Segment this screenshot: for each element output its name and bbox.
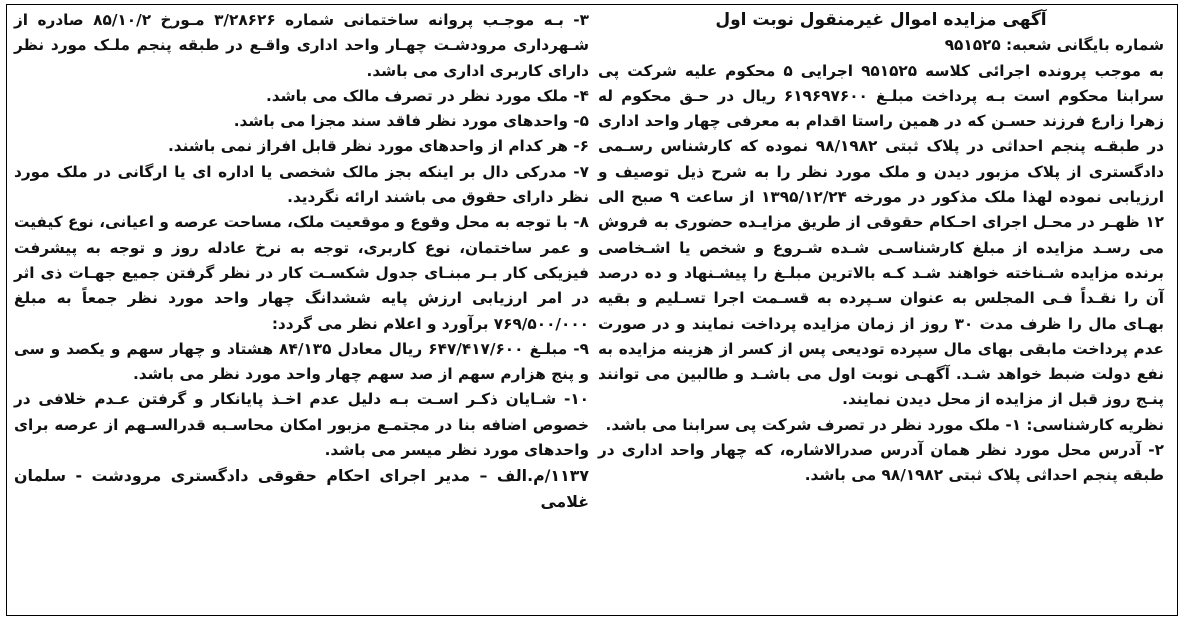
item-9: ۹- مبلـغ ۶۴۷/۴۱۷/۶۰۰ ریال معادل ۸۴/۱۳۵ هشتاد و چهار سهم و یکصد و سی و پنج هزارم سهم از صد سهم چهار واحد مورد نظر می باشد. <box>14 339 590 384</box>
item-10: ۱۰- شـایان ذکـر اسـت بـه دلیل عدم اخـذ پایانکار و گرفتن عـدم خلافی در خصوص اضافه بنا در مجتمـع مزبور امکان محاسـبه قدرالسـهم از عرصه برای واحدهای مورد نظر میسر می باشد. <box>14 390 589 460</box>
item-4: ۴- ملک مورد نظر در تصرف مالک می باشد. <box>265 86 589 105</box>
item-7: ۷- مدرکی دال بر اینکه بجز مالک شخصی یا اداره ای یا ارگانی در ملک مورد نظر دارای حقوق می باشند ارائه نگردید. <box>14 162 589 207</box>
item-8: ۸- با توجه به محل وقوع و موقعیت ملک، مساحت عرصه و اعیانی، نوع کیفیت و عمر ساختمان، نوع کاربری، توجه به نرخ عادله روز و توجه به پیشرفت فیزیکی کار بـر مبنـای جدول شکسـت کار در نظر گرفتن جمیع جهـات ذی اثر در امر ارزیابی ارزش پایه ششدانگ چهار واحد مورد نظر جمعاً به مبلغ ۷۶۹/۵۰۰/۰۰۰ برآورد و اعلام نظر می گردد: <box>14 213 589 333</box>
expert-opinion-2: ۲- آدرس محل مورد نظر همان آدرس صدرالاشاره، که چهار واحد اداری در طبقه پنجم احداثی پلاک ثبتی ۹۸/۱۹۸۲ می باشد. <box>598 441 1164 485</box>
signature-line: ۱۱۳۷/م.الف – مدیر اجرای احکام حقوقی دادگستری مرودشت - سلمان غلامی <box>14 466 589 511</box>
item-5: ۵- واحدهای مورد نظر فاقد سند مجزا می باشد. <box>233 112 589 131</box>
item-6: ۶- هر کدام از واحدهای مورد نظر قابل افراز نمی باشند. <box>167 137 589 156</box>
left-column <box>14 8 589 514</box>
right-column <box>598 8 1164 489</box>
item-3: ۳- بـه موجـب پروانه ساختمانی شماره ۳/۲۸۶۲۶ مـورخ ۸۵/۱۰/۲ صادره از شـهرداری مرودشـت چهـار واحد اداری واقـع در طبقه پنجم ملـک مورد نظر دارای کاربری اداری می باشد. <box>14 11 589 80</box>
notice-body: به موجب پرونده اجرائی کلاسه ۹۵۱۵۲۵ اجرایی ۵ محکوم علیه شرکت پی سرابنا محکوم است بـه پرداخت مبلـغ ۶۱۹۶۹۷۶۰۰ ریال در حـق محکوم له زهرا زارع فرزند حسـن که در همین راستا اقدام به معرفی چهار واحد اداری در طبقـه پنجم احداثی در پلاک ثبتی ۹۸/۱۹۸۲ نموده که کارشناس رسـمی دادگستری از پلاک مزبور دیدن و ملک مورد نظر را به شرح ذیل توصیف و ارزیابی نموده لهذا ملک مذکور در مورخه ۱۳۹۵/۱۲/۲۴ از ساعت ۹ صبح الی ۱۲ ظهـر در محـل اجرای احـکام حقوقی از طریق مزایـده حضوری به فروش می رسـد مزایده از مبلغ کارشناسـی شـده شـروع و شخص یا اشـخاصی برنده مزایده شـناخته خواهند شـد کـه بالاترین مبلـغ را پیشـنهاد و ده درصد آن را نقـداً فـی المجلس به عنوان سـپرده به قسـمت اجرا تسـلیم و بقیه بهـای مال را ظرف مدت ۳۰ روز از زمان مزایده پرداخت نمایند و در صورت عدم پرداخت مابقی بهای مال سپرده تودیعی پس از کسر از هزینه مزایده به نفع دولت ضبط خواهد شـد. آگهـی نوبت اول می باشـد و طالبین می توانند پنـج روز قبل از مزایده از محل دیدن نمایند. <box>598 61 1164 409</box>
expert-opinion-1: نظریه کارشناسی: ۱- ملک مورد نظر در تصرف شرکت پی سرابنا می باشد. <box>605 415 1164 434</box>
notice-title: آگهی مزایده اموال غیرمنقول نوبت اول <box>715 10 1047 30</box>
archive-number: شماره بایگانی شعبه: ۹۵۱۵۲۵ <box>944 36 1164 55</box>
